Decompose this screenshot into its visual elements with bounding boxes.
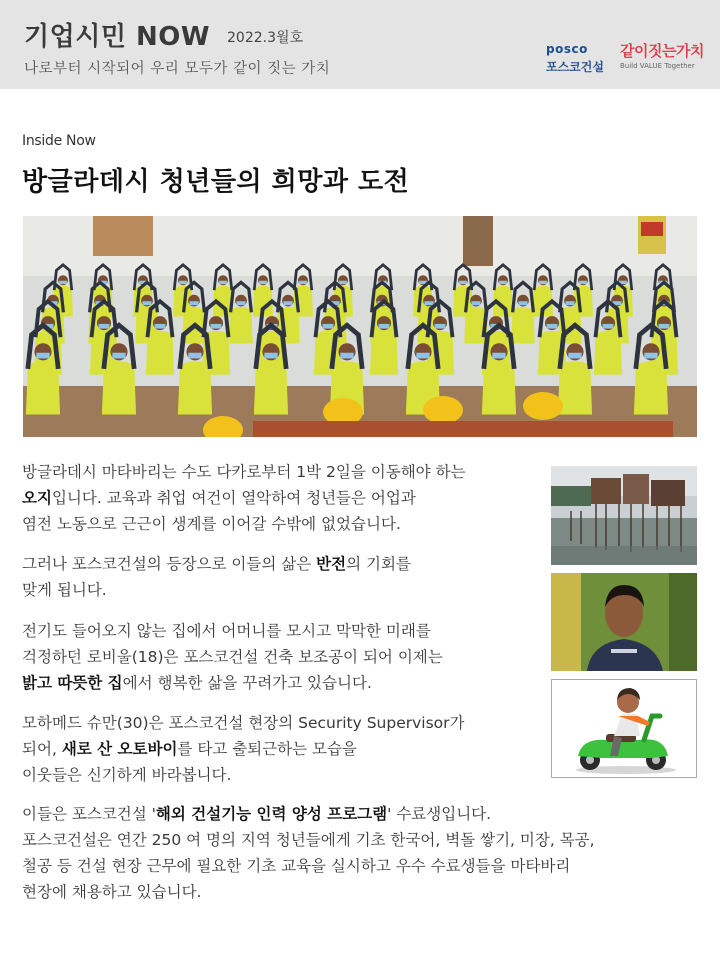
posco-logo-en: posco (546, 42, 588, 56)
paragraph-text: 그러나 포스코건설의 등장으로 이들의 삶은 (22, 555, 317, 573)
worker-mask (499, 281, 507, 284)
worker-mask (112, 353, 125, 359)
worker-mask (155, 324, 166, 329)
hard-hat (523, 392, 563, 420)
worker-mask (236, 301, 245, 305)
worker-mask (416, 353, 429, 359)
worker-mask (471, 301, 480, 305)
worker-mask (99, 324, 110, 329)
worker-vest (370, 331, 398, 375)
value-logo (620, 40, 710, 70)
paragraph-text: ' 수료생입니다. (387, 805, 492, 823)
worker-mask (283, 301, 292, 305)
worker-mask (379, 324, 390, 329)
paragraph-intro (22, 459, 542, 537)
worker-mask (259, 281, 267, 284)
worker-mask (435, 324, 446, 329)
paragraph-text: 를 타고 출퇴근하는 모습을 (177, 740, 357, 758)
newsletter-subtitle: 나로부터 시작되어 우리 모두가 같이 짓는 가치 (24, 61, 331, 77)
paragraph-line: 방글라데시 마타바리는 수도 다카로부터 1박 2일을 이동해야 하는 (22, 463, 466, 481)
portrait-illustration (551, 573, 697, 671)
paragraph-line: 전기도 들어오지 않는 집에서 어머니를 모시고 막막한 미래를 (22, 622, 431, 640)
worker-vest (594, 331, 622, 375)
paragraph-text: 되어, (22, 740, 62, 758)
worker-vest (102, 361, 136, 414)
value-logo-ko: 같이짓는가치 (620, 42, 704, 60)
worker-mask (339, 281, 347, 284)
worker-mask (211, 324, 222, 329)
worker-mask (179, 281, 187, 284)
value-logo-en: Build VALUE Together (620, 62, 695, 70)
scooter-illustration (552, 680, 696, 777)
hero-group-photo (23, 216, 697, 437)
worker-mask (644, 353, 657, 359)
paragraph-text: 입니다. 교육과 취업 여건이 열악하여 청년들은 어업과 (51, 489, 416, 507)
paragraph-line: 이웃들은 신기하게 바라봅니다. (22, 766, 232, 784)
worker-vest (229, 307, 252, 343)
worker-mask (323, 324, 334, 329)
worker-vest (634, 361, 668, 414)
worker-mask (492, 353, 505, 359)
worker-vest (178, 361, 212, 414)
paragraph-line: 포스코건설은 연간 250 여 명의 지역 청년들에게 기초 한국어, 벽돌 쌓기, 미장, 목공, (22, 831, 595, 849)
article-headline: 방글라데시 청년들의 희망과 도전 (22, 167, 410, 197)
worker-mask (568, 353, 581, 359)
worker-mask (264, 353, 277, 359)
paragraph-line (22, 801, 702, 827)
worker-mask (603, 324, 614, 329)
worker-mask (299, 281, 307, 284)
worker-vest (511, 307, 534, 343)
paragraph-turning-point (22, 551, 542, 603)
bold-phrase: 해외 건설기능 인력 양성 프로그램 (155, 805, 388, 823)
bold-phrase: 반전 (316, 555, 347, 573)
bold-phrase: 오지 (22, 489, 52, 507)
paragraph-text: 의 기회를 (346, 555, 411, 573)
worker-mask (340, 353, 353, 359)
newsletter-title: 기업시민 NOW (24, 22, 211, 52)
paragraph-line: 모하메드 슈만(30)은 포스코건설 현장의 Security Supervisor가 (22, 714, 465, 732)
worker-mask (189, 301, 198, 305)
bold-phrase: 새로 산 오토바이 (61, 740, 178, 758)
stilt-houses-photo (551, 466, 697, 565)
paragraph-program (22, 801, 702, 905)
motorbike-cartoon (551, 679, 697, 778)
worker-mask (547, 324, 558, 329)
paragraph-robiul (22, 618, 542, 696)
worker-mask (36, 353, 49, 359)
worker-vest (254, 361, 288, 414)
section-label: Inside Now (22, 133, 96, 149)
worker-mask (219, 281, 227, 284)
paragraph-line: 염전 노동으로 근근이 생계를 이어갈 수밖에 없었습니다. (22, 515, 401, 533)
paragraph-text: 이들은 포스코건설 ' (22, 805, 156, 823)
paragraph-shuman (22, 710, 542, 788)
posco-logo (546, 42, 610, 75)
stilt-houses-illustration (551, 466, 697, 565)
worker-mask (659, 324, 670, 329)
worker-vest (558, 361, 592, 414)
paragraph-text: 에서 행복한 삶을 꾸려가고 있습니다. (122, 674, 372, 692)
paragraph-line: 맞게 됩니다. (22, 581, 107, 599)
worker-mask (518, 301, 527, 305)
paragraph-line (22, 551, 542, 577)
issue-date: 2022.3월호 (227, 30, 304, 46)
worker-mask (565, 301, 574, 305)
hero-photo-illustration (23, 216, 697, 437)
worker-mask (579, 281, 587, 284)
paragraph-line (22, 736, 542, 762)
paragraph-line: 철공 등 건설 현장 근무에 필요한 기초 교육을 실시하고 우수 수료생들을 마타바리 (22, 857, 571, 875)
masthead (0, 0, 720, 89)
hard-hat (423, 396, 463, 424)
worker-mask (459, 281, 467, 284)
worker-mask (539, 281, 547, 284)
paragraph-line (22, 485, 542, 511)
worker-vest (26, 361, 60, 414)
bold-phrase: 밝고 따뜻한 집 (22, 674, 123, 692)
posco-logo-ko: 포스코건설 (546, 60, 604, 74)
paragraph-line: 현장에 채용하고 있습니다. (22, 883, 202, 901)
worker-mask (424, 301, 433, 305)
paragraph-line (22, 670, 542, 696)
worker-mask (59, 281, 67, 284)
worker-vest (146, 331, 174, 375)
worker-mask (142, 301, 151, 305)
worker-vest (482, 361, 516, 414)
worker-mask (188, 353, 201, 359)
portrait-photo (551, 573, 697, 671)
paragraph-line: 걱정하던 로비울(18)은 포스코건설 건축 보조공이 되어 이제는 (22, 648, 443, 666)
